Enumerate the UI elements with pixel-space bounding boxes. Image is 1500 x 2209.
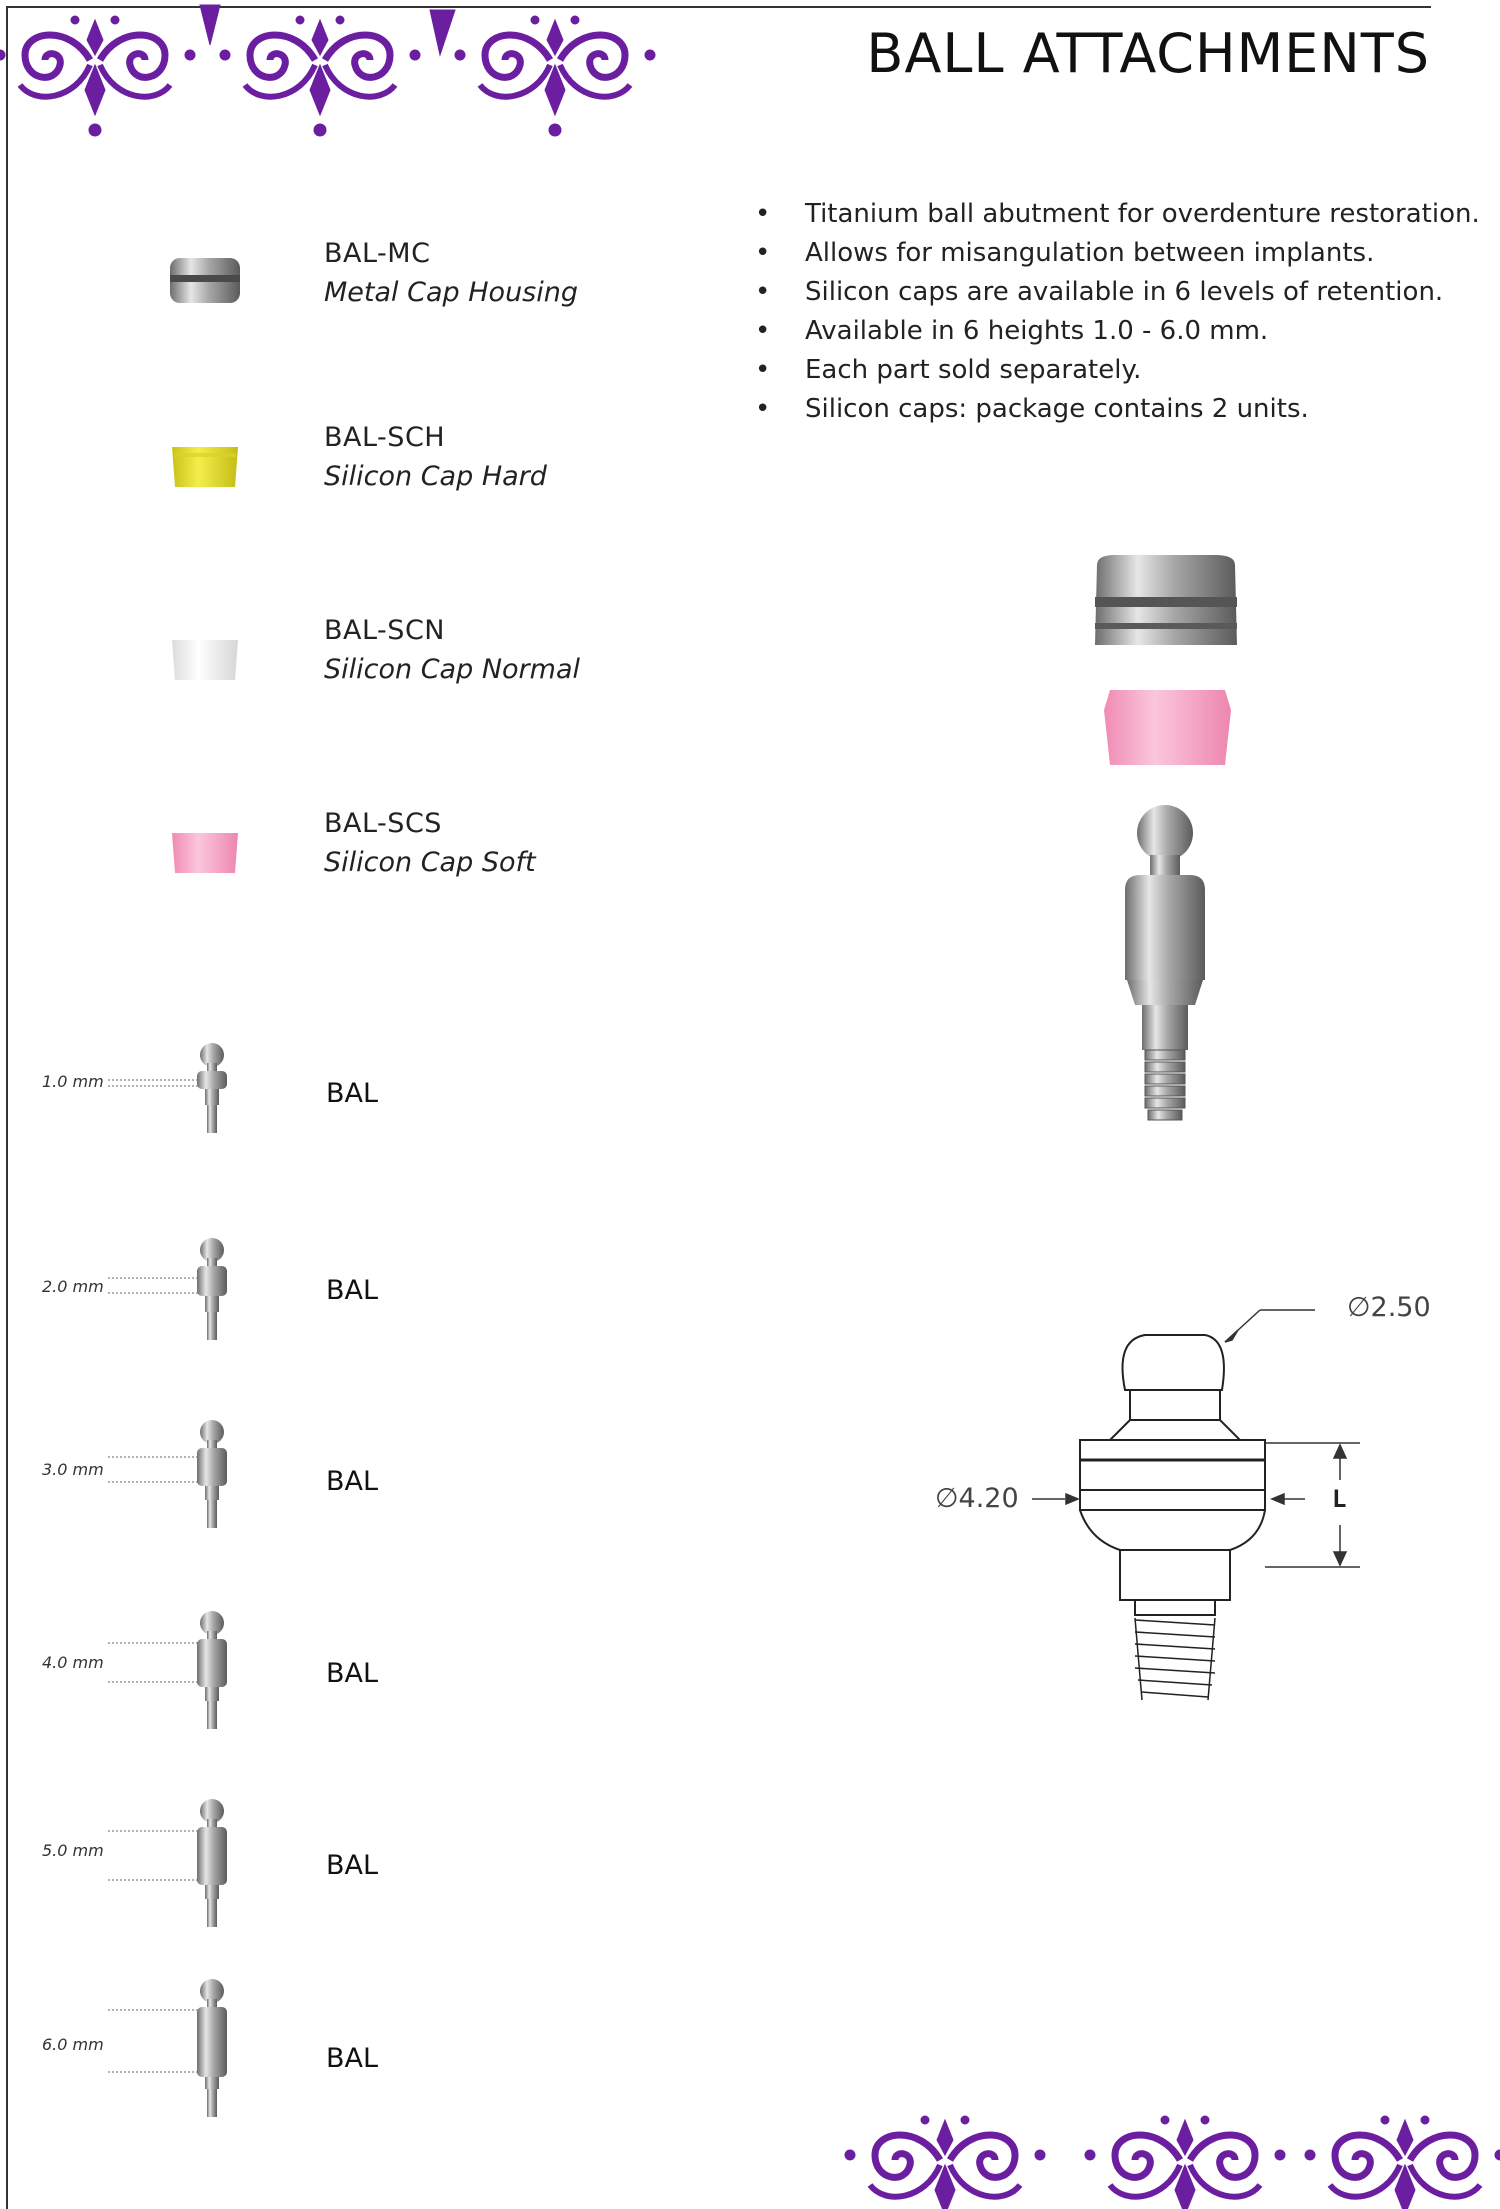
feature-item: • Titanium ball abutment for overdenture restoration. [755,199,1480,229]
yellow-cap-icon [150,417,260,507]
part-description: Metal Cap Housing [324,277,578,308]
ornament-top-icon [0,0,680,170]
variant-height: 4.0 mm [42,1653,104,1672]
abutment-icon [105,1410,285,1560]
variant-label: BAL [326,1658,379,1689]
length-dim: L [1332,1485,1347,1513]
page-title: BALL ATTACHMENTS [866,22,1430,85]
variant-label: BAL [326,1275,379,1306]
variant-height: 6.0 mm [42,2035,104,2054]
variant-label: BAL [326,2043,379,2074]
variant-height: 2.0 mm [42,1277,104,1296]
part-silicon-cap-soft [140,798,660,908]
variant-row [30,1030,430,1180]
part-silicon-cap-hard [140,412,660,522]
feature-list [755,195,1480,429]
page-border-left [6,6,8,2209]
white-cap-icon [150,610,260,700]
part-description: Silicon Cap Soft [324,847,536,878]
ball-diameter-dim: ∅2.50 [1347,1292,1431,1323]
part-code: BAL-SCH [324,422,446,453]
feature-item: • Silicon caps: package contains 2 units. [755,394,1309,424]
body-diameter-dim: ∅4.20 [935,1483,1019,1514]
part-description: Silicon Cap Hard [324,461,547,492]
variant-label: BAL [326,1078,379,1109]
variant-row [30,1975,430,2125]
part-metal-cap [140,228,660,338]
variant-height: 3.0 mm [42,1460,104,1479]
abutment-icon [105,1795,285,1945]
abutment-icon [105,1030,285,1180]
part-silicon-cap-normal [140,605,660,715]
abutment-icon [105,1975,285,2125]
technical-drawing [920,1280,1440,1800]
feature-item: • Available in 6 heights 1.0 - 6.0 mm. [755,316,1269,346]
variant-row [30,1795,430,1945]
abutment-icon [105,1225,285,1375]
variant-row [30,1410,430,1560]
part-code: BAL-SCS [324,808,442,839]
part-description: Silicon Cap Normal [324,654,580,685]
abutment-icon [105,1605,285,1755]
part-code: BAL-SCN [324,615,445,646]
diameter-icon: ∅ [1347,1292,1371,1323]
ornament-bottom-icon [835,2040,1500,2209]
feature-item: • Each part sold separately. [755,355,1142,385]
metal-cap-icon [150,233,260,323]
feature-item: • Allows for misangulation between implants. [755,238,1375,268]
variant-height: 1.0 mm [42,1072,104,1091]
variant-row [30,1605,430,1755]
assembly-image [1045,515,1285,1145]
variant-label: BAL [326,1466,379,1497]
part-code: BAL-MC [324,238,431,269]
feature-item: • Silicon caps are available in 6 levels of retention. [755,277,1444,307]
variant-height: 5.0 mm [42,1841,104,1860]
pink-cap-icon [150,803,260,893]
variant-label: BAL [326,1850,379,1881]
variant-row [30,1225,430,1375]
diameter-icon: ∅ [935,1483,959,1514]
